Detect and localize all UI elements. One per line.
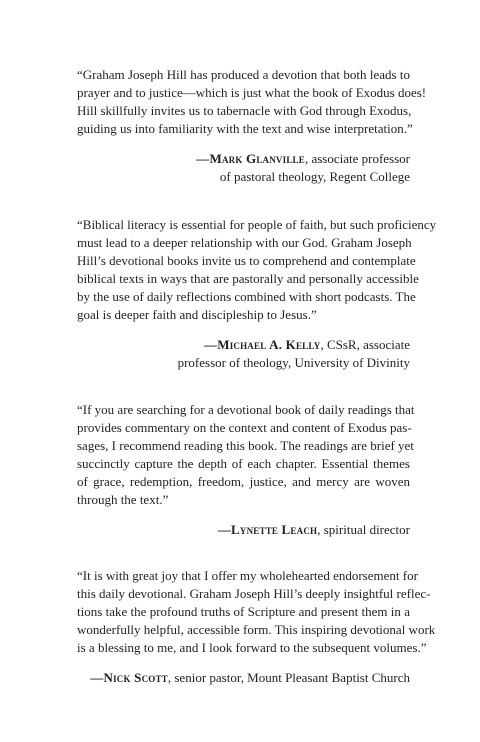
endorser-title: , spiritual director	[317, 522, 410, 537]
quote-line: “It is with great joy that I offer my wholehearted endorsement for	[77, 568, 418, 583]
quote-line: succinctly capture the depth of each chapter. Essential themes	[77, 456, 410, 471]
endorsement-quote	[77, 567, 436, 657]
endorser-title: professor of theology, University of Divinity	[177, 355, 410, 370]
endorsement-2	[77, 216, 437, 372]
quote-line: guiding us into familiarity with the text and wise interpretation.”	[77, 121, 413, 136]
quote-line: prayer and to justice—which is just what the book of Exodus does!	[77, 85, 427, 100]
endorsement-1	[77, 66, 427, 186]
quote-line: Hill skillfully invites us to tabernacle with God through Exodus,	[77, 103, 412, 118]
endorser-title: , CSsR, associate	[320, 337, 410, 352]
endorser-title: , senior pastor, Mount Pleasant Baptist Church	[167, 670, 410, 685]
quote-line: wonderfully helpful, accessible form. This inspiring devotional work	[77, 622, 436, 637]
endorser-title: of pastoral theology, Regent College	[219, 169, 410, 184]
quote-line: provides commentary on the context and content of Exodus pas-	[77, 420, 412, 435]
endorsement-quote	[77, 66, 427, 138]
endorsement-attribution	[77, 150, 410, 186]
quote-line: through the text.”	[77, 492, 169, 507]
quote-line: tions take the profound truths of Scripture and present them in a	[77, 604, 410, 619]
quote-line: biblical texts in ways that are pastorally and personally accessible	[77, 271, 419, 286]
endorsement-attribution	[77, 669, 410, 687]
quote-line: “Biblical literacy is essential for people of faith, but such proficiency	[77, 217, 437, 232]
quote-line: Hill’s devotional books invite us to comprehend and contemplate	[77, 253, 416, 268]
quote-line: sages, I recommend reading this book. The readings are brief yet	[77, 438, 414, 453]
quote-line: “Graham Joseph Hill has produced a devotion that both leads to	[77, 67, 410, 82]
quote-line: this daily devotional. Graham Joseph Hill’s deeply insightful reflec-	[77, 586, 431, 601]
quote-line: “If you are searching for a devotional book of daily readings that	[77, 402, 415, 417]
endorser-name: —Nick Scott	[90, 670, 168, 685]
endorser-name: —Michael A. Kelly	[204, 337, 321, 352]
endorsement-attribution	[77, 336, 410, 372]
endorser-name: —Mark Glanville	[196, 151, 305, 166]
endorsement-quote	[77, 401, 415, 509]
endorser-title: , associate professor	[304, 151, 410, 166]
quote-line: of grace, redemption, freedom, justice, and mercy are woven	[77, 474, 410, 489]
quote-line: is a blessing to me, and I look forward to the subsequent volumes.”	[77, 640, 427, 655]
quote-line: must lead to a deeper relationship with our God. Graham Joseph	[77, 235, 412, 250]
quote-line: by the use of daily reflections combined with short podcasts. The	[77, 289, 416, 304]
quote-line: goal is deeper faith and discipleship to Jesus.”	[77, 307, 317, 322]
endorser-name: —Lynette Leach	[217, 522, 318, 537]
endorsement-attribution	[77, 521, 410, 539]
endorsement-quote	[77, 216, 437, 324]
endorsement-3	[77, 401, 415, 539]
endorsement-4	[77, 567, 436, 687]
